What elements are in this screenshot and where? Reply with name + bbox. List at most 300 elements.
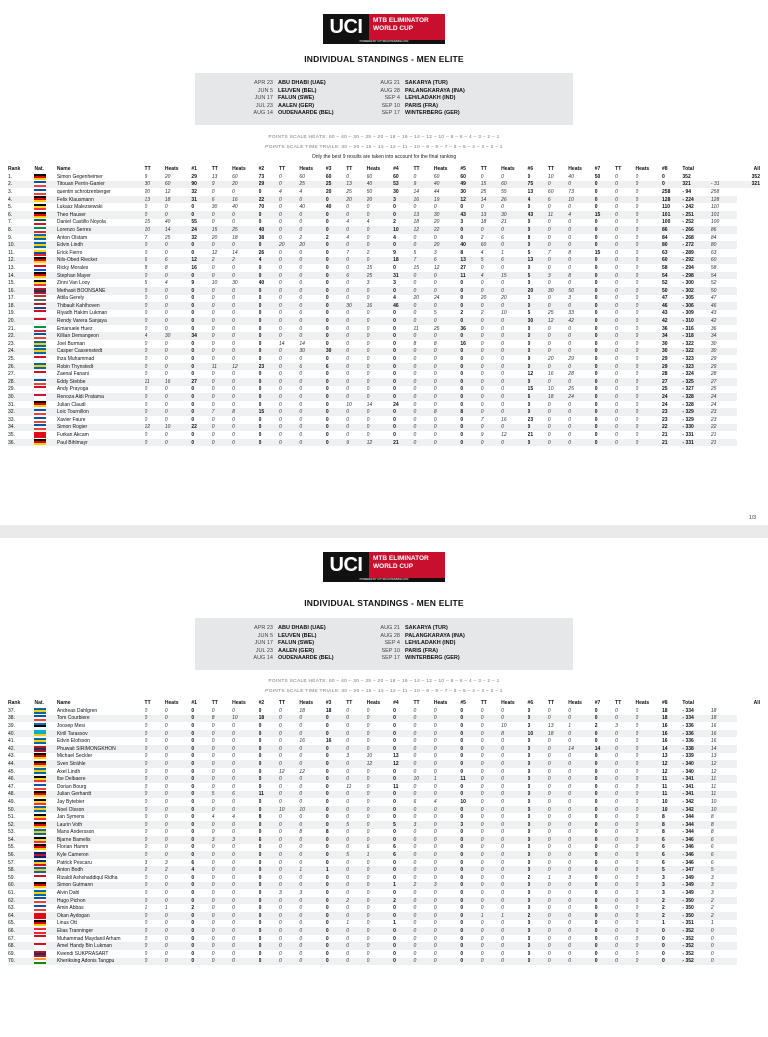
points-cell: 0 <box>278 874 282 881</box>
points-cell: 0 <box>393 806 413 814</box>
points-cell: 0 <box>528 715 548 723</box>
event-row <box>370 103 465 111</box>
points-cell: 2 <box>145 866 165 874</box>
points-cell: 0 <box>568 920 572 927</box>
points-cell: 4 <box>191 866 211 874</box>
rank-cell: 5. <box>8 204 13 211</box>
points-cell: 0 <box>433 844 437 851</box>
points-cell: 0 <box>366 340 370 347</box>
points-cell: 60 <box>662 257 682 265</box>
points-cell: 0 <box>367 927 393 935</box>
points-cell: 0 <box>393 905 396 912</box>
table-row <box>8 783 760 791</box>
points-cell: 10 <box>568 196 594 204</box>
events-right <box>370 80 465 118</box>
points-cell: 0 <box>501 363 527 371</box>
points-cell: 53 <box>393 181 413 189</box>
points-cell: 16 <box>662 722 668 729</box>
points-cell: 0 <box>547 295 551 302</box>
points-cell: 0 <box>367 836 393 844</box>
points-cell: 18 <box>548 730 568 738</box>
rank-cell: 53. <box>8 829 15 836</box>
points-cell: 0 <box>393 935 396 942</box>
points-cell: 52 <box>710 280 717 287</box>
table-row <box>8 370 760 378</box>
points-cell: 0 <box>568 829 572 836</box>
points-cell: 0 <box>346 866 366 874</box>
points-cell: 0 <box>615 287 635 295</box>
points-cell: 5 <box>711 866 737 874</box>
nation-flag <box>34 355 56 363</box>
points-cell: 0 <box>144 386 148 393</box>
points-cell: 0 <box>413 173 417 180</box>
points-cell: 36 <box>710 325 717 332</box>
points-cell: 0 <box>615 874 618 881</box>
flag-icon <box>34 844 46 850</box>
points-cell: 0 <box>501 745 527 753</box>
points-cell: 25 <box>326 181 346 189</box>
points-cell: - 339 <box>682 753 694 760</box>
points-cell: 1 <box>568 722 572 729</box>
points-cell: 0 <box>278 234 282 241</box>
points-cell: 0 <box>595 730 615 738</box>
points-cell: 0 <box>636 363 662 371</box>
points-cell: 0 <box>279 882 299 890</box>
rank-cell: 47. <box>8 783 15 790</box>
points-cell: 0 <box>615 348 635 356</box>
points-cell: 0 <box>346 707 349 714</box>
points-cell: 0 <box>615 859 618 866</box>
points-cell: 0 <box>413 287 433 295</box>
points-cell: 0 <box>433 814 437 821</box>
points-cell: 6 <box>393 851 413 859</box>
points-cell: 0 <box>211 890 215 897</box>
table-row <box>8 401 760 409</box>
points-cell: 6 <box>662 859 665 866</box>
points-cell: 0 <box>299 905 303 912</box>
points-cell: 4 <box>145 332 165 340</box>
points-cell: 0 <box>325 768 329 775</box>
points-cell: 0 <box>191 942 211 950</box>
points-cell: 86 <box>711 226 737 234</box>
points-cell: 0 <box>480 325 484 332</box>
rank-cell: 1. <box>8 173 13 180</box>
points-cell: 0 <box>165 821 191 829</box>
points-cell: 0 <box>568 935 572 942</box>
points-cell: 0 <box>326 760 346 768</box>
points-cell: 0 <box>393 890 396 897</box>
points-cell: 0 <box>393 829 396 836</box>
rider-name: Laurin Voth <box>57 821 145 829</box>
points-cell: 34 <box>191 332 211 340</box>
points-cell: 2 <box>528 912 548 920</box>
points-cell: 28 <box>568 371 574 378</box>
points-cell: - 309 <box>682 310 694 317</box>
points-cell: 0 <box>367 287 393 295</box>
points-cell: 0 <box>346 287 366 295</box>
table-row <box>8 196 760 204</box>
points-cell: 0 <box>636 912 662 920</box>
rider-name: Kirill Tarassov <box>57 730 145 738</box>
points-cell: 0 <box>481 730 501 738</box>
points-cell: 0 <box>568 851 594 859</box>
points-cell: 46 <box>711 302 737 310</box>
points-cell: 0 <box>326 882 346 890</box>
points-cell: 0 <box>527 340 531 347</box>
points-cell: 0 <box>279 439 299 447</box>
points-cell: - 266 <box>682 226 711 234</box>
points-cell: 0 <box>279 287 299 295</box>
points-cell: 0 <box>232 295 235 302</box>
points-cell: 0 <box>615 844 618 851</box>
points-cell: 6 <box>259 836 279 844</box>
points-cell: 0 <box>595 912 615 920</box>
points-cell: 0 <box>211 753 215 760</box>
points-cell: 26 <box>258 249 265 256</box>
points-cell: 0 <box>635 371 639 378</box>
points-cell: 0 <box>501 371 504 378</box>
flag-icon <box>34 227 46 233</box>
points-cell: 110 <box>662 204 671 211</box>
points-cell: 9 <box>346 439 366 447</box>
rider-name: Methasit BOONSANE <box>57 287 145 295</box>
points-cell: 0 <box>595 317 615 325</box>
points-cell: 0 <box>211 707 215 714</box>
points-cell: 0 <box>259 745 279 753</box>
event-name: LEH/LADAKH (IND) <box>405 640 456 646</box>
column-header: Heats <box>299 165 313 172</box>
points-cell: 0 <box>481 851 501 859</box>
points-cell: 0 <box>326 791 346 799</box>
table-row <box>8 813 760 821</box>
points-cell: 0 <box>326 226 346 234</box>
rank-cell: 7. <box>8 219 13 226</box>
points-cell: 0 <box>594 340 598 347</box>
points-cell: 0 <box>460 927 480 935</box>
points-cell: 15 <box>366 264 373 271</box>
nation-flag <box>34 889 56 897</box>
points-cell: - 300 <box>682 280 694 287</box>
points-cell: 0 <box>299 791 325 799</box>
flag-icon <box>34 920 46 926</box>
points-cell: 0 <box>279 745 299 753</box>
points-cell: 0 <box>393 798 396 805</box>
page-gap <box>0 525 768 538</box>
points-cell: 0 <box>299 287 325 295</box>
points-cell: 28 <box>710 371 717 378</box>
points-cell: 0 <box>615 814 618 821</box>
points-cell: 0 <box>278 738 282 745</box>
points-cell: 0 <box>548 226 568 234</box>
points-cell: 0 <box>346 416 349 423</box>
points-cell: 0 <box>528 806 548 814</box>
points-cell: 0 <box>326 332 346 340</box>
points-cell: 20 <box>480 295 487 302</box>
table-row <box>8 424 760 432</box>
points-cell: 0 <box>501 829 504 836</box>
points-cell: 8 <box>433 340 437 347</box>
points-cell: 0 <box>211 768 215 775</box>
points-cell: 25 <box>299 181 325 189</box>
points-cell: 0 <box>528 851 548 859</box>
points-cell: 0 <box>501 783 504 790</box>
event-name: SAKARYA (TUR) <box>405 80 448 86</box>
points-cell: 0 <box>165 760 191 768</box>
points-cell: 0 <box>413 722 417 729</box>
points-cell: 0 <box>501 280 504 287</box>
points-cell: 0 <box>433 356 437 363</box>
points-cell: 0 <box>594 188 598 195</box>
points-cell: 12 <box>393 760 413 768</box>
points-cell: 0 <box>501 317 527 325</box>
points-cell: 10 <box>413 775 433 783</box>
points-cell: 0 <box>501 340 504 347</box>
points-cell: 0 <box>232 738 235 745</box>
flag-icon <box>34 333 46 339</box>
points-cell: 0 <box>299 378 325 386</box>
rider-name: Rendy Varera Sanjaya <box>57 317 145 325</box>
points-cell: 5 <box>346 851 366 859</box>
points-cell: 0 <box>191 302 211 310</box>
points-cell: 30 <box>326 348 346 356</box>
points-cell: 0 <box>413 783 417 790</box>
points-cell: 0 <box>501 302 527 310</box>
points-cell: 0 <box>547 844 551 851</box>
events-left <box>243 625 334 663</box>
points-cell: 0 <box>259 348 279 356</box>
nation-flag <box>34 859 56 867</box>
points-cell: 0 <box>279 715 299 723</box>
points-cell: 0 <box>212 775 232 783</box>
points-cell: 0 <box>232 310 235 317</box>
points-cell: 16 <box>460 340 466 347</box>
points-cell: - 334 <box>682 707 694 714</box>
points-cell: 40 <box>434 181 460 189</box>
points-cell: 100 <box>662 219 671 226</box>
points-cell: 0 <box>568 775 594 783</box>
points-cell: 55 <box>191 219 197 226</box>
points-cell: 0 <box>346 882 366 890</box>
points-cell: 24 <box>393 401 399 408</box>
points-cell: 0 <box>278 219 282 226</box>
points-cell: 55 <box>501 188 507 195</box>
points-cell: - 242 <box>682 204 694 211</box>
points-cell: 0 <box>165 882 191 890</box>
nation-flag <box>34 173 56 181</box>
points-cell: 0 <box>258 844 262 851</box>
points-cell: 40 <box>325 204 332 211</box>
rider-name: Tom Courbiere <box>57 715 145 723</box>
table-row <box>8 378 760 386</box>
points-cell: 0 <box>547 905 551 912</box>
points-cell: 0 <box>615 181 635 189</box>
points-cell: 0 <box>326 942 346 950</box>
points-cell: 0 <box>594 356 598 363</box>
points-cell: 0 <box>165 927 191 935</box>
points-cell: 1 <box>393 882 413 890</box>
points-cell: 0 <box>527 173 531 180</box>
points-cell: 32 <box>191 234 197 241</box>
points-cell: 1 <box>501 249 504 256</box>
column-header: #8 <box>662 165 668 172</box>
points-cell: 0 <box>547 783 551 790</box>
points-cell: 0 <box>278 814 282 821</box>
points-cell: 0 <box>211 859 215 866</box>
points-cell: - 346 <box>682 859 694 866</box>
points-cell: 0 <box>325 371 329 378</box>
points-cell: 0 <box>258 859 262 866</box>
points-cell: 0 <box>434 317 460 325</box>
points-cell: 0 <box>434 760 460 768</box>
points-cell: 49 <box>460 181 480 189</box>
events-box <box>195 73 573 125</box>
points-cell: 0 <box>366 814 370 821</box>
points-cell: 0 <box>144 738 148 745</box>
points-cell: 0 <box>165 942 191 950</box>
points-cell: 0 <box>144 356 148 363</box>
points-cell: 0 <box>480 356 484 363</box>
event-row <box>370 655 465 663</box>
points-cell: 0 <box>191 783 195 790</box>
points-cell: 0 <box>594 431 598 438</box>
points-cell: 0 <box>481 791 501 799</box>
points-cell: 0 <box>413 378 433 386</box>
points-cell: 20 <box>211 234 218 241</box>
points-cell: 3 <box>433 249 437 256</box>
points-cell: 0 <box>615 836 635 844</box>
points-cell: 0 <box>635 188 639 195</box>
points-cell: 0 <box>279 378 299 386</box>
points-cell: 128 <box>662 196 682 204</box>
table-row <box>8 775 760 783</box>
table-row <box>8 829 760 837</box>
table-row <box>8 416 760 424</box>
points-cell: 0 <box>299 745 325 753</box>
points-cell: 0 <box>547 950 551 957</box>
points-cell: 11 <box>212 363 232 371</box>
points-cell: 60 <box>299 173 305 180</box>
points-cell: 2 <box>527 874 531 881</box>
points-cell: 0 <box>635 280 639 287</box>
points-cell: 0 <box>144 783 148 790</box>
points-cell: 0 <box>568 897 594 905</box>
points-cell: 0 <box>259 912 279 920</box>
points-cell: 0 <box>433 280 437 287</box>
points-cell: - 352 <box>682 950 694 957</box>
points-cell: 0 <box>568 401 572 408</box>
points-cell: 0 <box>528 348 548 356</box>
points-cell: 10 <box>393 226 413 234</box>
ranking-note: Only the best 9 results are taken into account for the final ranking <box>311 154 457 160</box>
points-cell: 0 <box>346 348 366 356</box>
points-cell: - 338 <box>682 745 711 753</box>
points-cell: 0 <box>481 821 501 829</box>
points-cell: 6 <box>501 257 527 265</box>
points-cell: 0 <box>527 280 531 287</box>
flag-icon <box>34 401 46 407</box>
points-cell: 25 <box>480 188 487 195</box>
points-cell: 0 <box>212 302 232 310</box>
points-cell: 0 <box>527 783 531 790</box>
points-cell: 0 <box>191 730 211 738</box>
points-cell: 0 <box>568 836 594 844</box>
points-cell: 4 <box>346 234 349 241</box>
points-cell: 0 <box>527 890 531 897</box>
points-cell: 0 <box>144 371 148 378</box>
points-cell: 0 <box>346 264 349 271</box>
points-cell: 0 <box>615 866 635 874</box>
points-cell: 3 <box>278 890 282 897</box>
points-cell: 16 <box>662 738 668 745</box>
points-cell: 0 <box>299 821 325 829</box>
points-cell: 18 <box>711 715 737 723</box>
points-cell: 30 <box>211 204 218 211</box>
points-cell: 0 <box>662 173 665 180</box>
points-cell: 0 <box>501 378 527 386</box>
points-cell: 4 <box>299 188 303 195</box>
points-cell: 47 <box>662 295 668 302</box>
points-cell: 43 <box>662 310 668 317</box>
points-cell: - 94 <box>682 188 692 195</box>
points-cell: 0 <box>711 958 737 966</box>
rider-name: Thibault Kahlhoven <box>57 302 145 310</box>
table-row <box>8 219 760 227</box>
flag-icon <box>34 837 46 843</box>
points-cell: 0 <box>299 257 325 265</box>
points-cell: 0 <box>635 264 639 271</box>
points-cell: 0 <box>212 958 232 966</box>
points-cell: 23 <box>710 416 717 423</box>
points-cell: 0 <box>460 715 480 723</box>
points-cell: 50 <box>594 173 601 180</box>
points-cell: 0 <box>481 927 501 935</box>
rider-name: Hugo Pichon <box>57 897 145 905</box>
points-cell: 0 <box>636 393 662 401</box>
rider-name: Amin Abbas <box>56 905 84 912</box>
points-cell: 0 <box>480 920 484 927</box>
points-cell: 0 <box>191 371 195 378</box>
points-cell: 0 <box>636 272 662 280</box>
points-cell: 0 <box>232 859 235 866</box>
table-row <box>8 348 760 356</box>
points-cell: - 322 <box>682 340 694 347</box>
points-cell: 21 <box>501 219 507 226</box>
points-cell: 0 <box>635 401 639 408</box>
column-header: Heats <box>164 165 179 172</box>
points-cell: 0 <box>212 927 232 935</box>
flag-icon <box>34 219 46 225</box>
rider-name: Bjarne Bamelis <box>57 836 145 844</box>
points-cell: 0 <box>635 722 639 729</box>
points-cell: 0 <box>568 942 594 950</box>
points-cell: 3 <box>662 882 682 890</box>
points-cell: 0 <box>636 287 662 295</box>
points-cell: 0 <box>232 340 235 347</box>
points-cell: 0 <box>232 935 235 942</box>
points-cell: 18 <box>710 707 717 714</box>
column-header: Heats <box>568 165 582 172</box>
event-date: APR 23 <box>254 625 273 631</box>
points-cell: 12 <box>527 371 534 378</box>
points-cell: 0 <box>259 287 279 295</box>
points-cell: 0 <box>636 332 662 340</box>
points-cell: 30 <box>528 317 548 325</box>
points-cell: 0 <box>481 317 501 325</box>
points-cell: 7 <box>480 416 484 423</box>
points-cell: 30 <box>460 188 466 195</box>
points-cell: 7 <box>346 249 349 256</box>
points-cell: 0 <box>326 408 346 416</box>
